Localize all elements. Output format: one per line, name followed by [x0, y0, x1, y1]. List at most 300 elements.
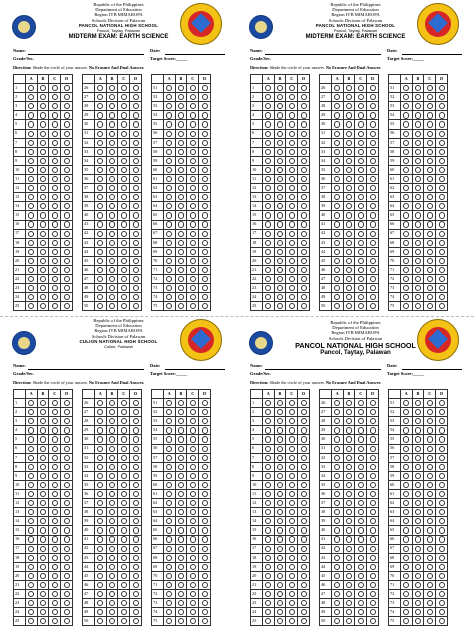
answer-bubble[interactable]	[97, 500, 103, 506]
answer-bubble[interactable]	[190, 267, 196, 273]
answer-bubble[interactable]	[97, 582, 103, 588]
answer-bubble[interactable]	[109, 436, 115, 442]
answer-bubble[interactable]	[277, 249, 283, 255]
answer-bubble[interactable]	[40, 546, 46, 552]
answer-bubble[interactable]	[439, 149, 445, 155]
answer-bubble[interactable]	[202, 121, 208, 127]
answer-bubble[interactable]	[121, 221, 127, 227]
answer-bubble[interactable]	[166, 112, 172, 118]
answer-bubble[interactable]	[265, 112, 271, 118]
answer-bubble[interactable]	[301, 176, 307, 182]
answer-bubble[interactable]	[121, 240, 127, 246]
answer-bubble[interactable]	[97, 546, 103, 552]
answer-bubble[interactable]	[166, 276, 172, 282]
answer-bubble[interactable]	[346, 140, 352, 146]
answer-bubble[interactable]	[178, 418, 184, 424]
answer-bubble[interactable]	[202, 249, 208, 255]
answer-bubble[interactable]	[346, 231, 352, 237]
answer-bubble[interactable]	[358, 527, 364, 533]
answer-bubble[interactable]	[64, 573, 70, 579]
answer-bubble[interactable]	[202, 555, 208, 561]
answer-bubble[interactable]	[40, 400, 46, 406]
answer-bubble[interactable]	[301, 473, 307, 479]
answer-bubble[interactable]	[346, 167, 352, 173]
answer-bubble[interactable]	[277, 149, 283, 155]
answer-bubble[interactable]	[178, 94, 184, 100]
answer-bubble[interactable]	[97, 158, 103, 164]
answer-bubble[interactable]	[121, 140, 127, 146]
answer-bubble[interactable]	[133, 436, 139, 442]
answer-bubble[interactable]	[289, 464, 295, 470]
answer-bubble[interactable]	[166, 121, 172, 127]
answer-bubble[interactable]	[64, 609, 70, 615]
answer-bubble[interactable]	[40, 131, 46, 137]
answer-bubble[interactable]	[64, 94, 70, 100]
answer-bubble[interactable]	[202, 103, 208, 109]
answer-bubble[interactable]	[178, 149, 184, 155]
answer-bubble[interactable]	[52, 500, 58, 506]
answer-bubble[interactable]	[190, 185, 196, 191]
answer-bubble[interactable]	[277, 400, 283, 406]
answer-bubble[interactable]	[334, 600, 340, 606]
answer-bubble[interactable]	[178, 518, 184, 524]
answer-bubble[interactable]	[346, 473, 352, 479]
answer-bubble[interactable]	[289, 491, 295, 497]
answer-bubble[interactable]	[109, 400, 115, 406]
answer-bubble[interactable]	[166, 221, 172, 227]
answer-bubble[interactable]	[370, 427, 376, 433]
answer-bubble[interactable]	[301, 518, 307, 524]
answer-bubble[interactable]	[202, 591, 208, 597]
answer-bubble[interactable]	[277, 600, 283, 606]
answer-bubble[interactable]	[28, 473, 34, 479]
answer-bubble[interactable]	[403, 555, 409, 561]
answer-bubble[interactable]	[190, 573, 196, 579]
answer-bubble[interactable]	[334, 303, 340, 309]
answer-bubble[interactable]	[190, 564, 196, 570]
answer-bubble[interactable]	[358, 267, 364, 273]
answer-bubble[interactable]	[40, 609, 46, 615]
answer-bubble[interactable]	[301, 600, 307, 606]
answer-bubble[interactable]	[109, 546, 115, 552]
answer-bubble[interactable]	[64, 176, 70, 182]
answer-bubble[interactable]	[334, 85, 340, 91]
name-line[interactable]	[28, 54, 144, 55]
answer-bubble[interactable]	[358, 509, 364, 515]
answer-bubble[interactable]	[178, 121, 184, 127]
answer-bubble[interactable]	[28, 518, 34, 524]
answer-bubble[interactable]	[40, 203, 46, 209]
answer-bubble[interactable]	[97, 600, 103, 606]
answer-bubble[interactable]	[427, 400, 433, 406]
answer-bubble[interactable]	[178, 400, 184, 406]
answer-bubble[interactable]	[301, 555, 307, 561]
answer-bubble[interactable]	[28, 582, 34, 588]
answer-bubble[interactable]	[97, 176, 103, 182]
answer-bubble[interactable]	[358, 112, 364, 118]
answer-bubble[interactable]	[403, 491, 409, 497]
answer-bubble[interactable]	[97, 473, 103, 479]
answer-bubble[interactable]	[97, 482, 103, 488]
answer-bubble[interactable]	[277, 409, 283, 415]
answer-bubble[interactable]	[439, 85, 445, 91]
answer-bubble[interactable]	[301, 436, 307, 442]
answer-bubble[interactable]	[178, 112, 184, 118]
answer-bubble[interactable]	[166, 409, 172, 415]
answer-bubble[interactable]	[121, 564, 127, 570]
answer-bubble[interactable]	[439, 231, 445, 237]
answer-bubble[interactable]	[346, 409, 352, 415]
answer-bubble[interactable]	[415, 85, 421, 91]
answer-bubble[interactable]	[265, 546, 271, 552]
answer-bubble[interactable]	[358, 427, 364, 433]
answer-bubble[interactable]	[277, 276, 283, 282]
answer-bubble[interactable]	[277, 500, 283, 506]
answer-bubble[interactable]	[133, 194, 139, 200]
answer-bubble[interactable]	[64, 249, 70, 255]
answer-bubble[interactable]	[190, 194, 196, 200]
answer-bubble[interactable]	[166, 427, 172, 433]
answer-bubble[interactable]	[370, 564, 376, 570]
answer-bubble[interactable]	[202, 167, 208, 173]
answer-bubble[interactable]	[427, 176, 433, 182]
answer-bubble[interactable]	[202, 464, 208, 470]
answer-bubble[interactable]	[40, 176, 46, 182]
answer-bubble[interactable]	[97, 85, 103, 91]
answer-bubble[interactable]	[403, 527, 409, 533]
answer-bubble[interactable]	[133, 231, 139, 237]
answer-bubble[interactable]	[97, 131, 103, 137]
answer-bubble[interactable]	[415, 249, 421, 255]
answer-bubble[interactable]	[415, 176, 421, 182]
answer-bubble[interactable]	[190, 609, 196, 615]
answer-bubble[interactable]	[334, 194, 340, 200]
answer-bubble[interactable]	[28, 149, 34, 155]
answer-bubble[interactable]	[40, 258, 46, 264]
answer-bubble[interactable]	[403, 267, 409, 273]
answer-bubble[interactable]	[190, 231, 196, 237]
answer-bubble[interactable]	[121, 294, 127, 300]
answer-bubble[interactable]	[277, 436, 283, 442]
answer-bubble[interactable]	[64, 112, 70, 118]
answer-bubble[interactable]	[133, 103, 139, 109]
answer-bubble[interactable]	[121, 276, 127, 282]
answer-bubble[interactable]	[28, 176, 34, 182]
answer-bubble[interactable]	[289, 131, 295, 137]
answer-bubble[interactable]	[277, 509, 283, 515]
answer-bubble[interactable]	[64, 527, 70, 533]
answer-bubble[interactable]	[178, 131, 184, 137]
answer-bubble[interactable]	[415, 221, 421, 227]
answer-bubble[interactable]	[109, 112, 115, 118]
answer-bubble[interactable]	[370, 482, 376, 488]
answer-bubble[interactable]	[121, 609, 127, 615]
answer-bubble[interactable]	[334, 158, 340, 164]
answer-bubble[interactable]	[109, 582, 115, 588]
answer-bubble[interactable]	[133, 455, 139, 461]
answer-bubble[interactable]	[358, 258, 364, 264]
answer-bubble[interactable]	[277, 564, 283, 570]
answer-bubble[interactable]	[121, 158, 127, 164]
answer-bubble[interactable]	[415, 231, 421, 237]
answer-bubble[interactable]	[370, 231, 376, 237]
answer-bubble[interactable]	[265, 536, 271, 542]
answer-bubble[interactable]	[439, 103, 445, 109]
answer-bubble[interactable]	[52, 176, 58, 182]
answer-bubble[interactable]	[403, 276, 409, 282]
answer-bubble[interactable]	[97, 400, 103, 406]
answer-bubble[interactable]	[178, 582, 184, 588]
answer-bubble[interactable]	[202, 240, 208, 246]
answer-bubble[interactable]	[403, 131, 409, 137]
answer-bubble[interactable]	[178, 294, 184, 300]
answer-bubble[interactable]	[370, 121, 376, 127]
answer-bubble[interactable]	[415, 546, 421, 552]
answer-bubble[interactable]	[166, 446, 172, 452]
answer-bubble[interactable]	[52, 185, 58, 191]
answer-bubble[interactable]	[133, 267, 139, 273]
answer-bubble[interactable]	[64, 618, 70, 624]
answer-bubble[interactable]	[346, 276, 352, 282]
answer-bubble[interactable]	[64, 446, 70, 452]
answer-bubble[interactable]	[52, 582, 58, 588]
answer-bubble[interactable]	[415, 464, 421, 470]
answer-bubble[interactable]	[439, 240, 445, 246]
answer-bubble[interactable]	[190, 103, 196, 109]
answer-bubble[interactable]	[427, 473, 433, 479]
answer-bubble[interactable]	[370, 103, 376, 109]
answer-bubble[interactable]	[28, 400, 34, 406]
answer-bubble[interactable]	[301, 85, 307, 91]
answer-bubble[interactable]	[40, 427, 46, 433]
answer-bubble[interactable]	[346, 85, 352, 91]
answer-bubble[interactable]	[40, 418, 46, 424]
answer-bubble[interactable]	[427, 600, 433, 606]
answer-bubble[interactable]	[109, 446, 115, 452]
answer-bubble[interactable]	[289, 418, 295, 424]
answer-bubble[interactable]	[166, 464, 172, 470]
answer-bubble[interactable]	[301, 591, 307, 597]
answer-bubble[interactable]	[109, 221, 115, 227]
answer-bubble[interactable]	[121, 618, 127, 624]
answer-bubble[interactable]	[439, 600, 445, 606]
answer-bubble[interactable]	[133, 167, 139, 173]
answer-bubble[interactable]	[301, 582, 307, 588]
answer-bubble[interactable]	[370, 473, 376, 479]
answer-bubble[interactable]	[190, 591, 196, 597]
answer-bubble[interactable]	[178, 276, 184, 282]
answer-bubble[interactable]	[265, 167, 271, 173]
answer-bubble[interactable]	[289, 249, 295, 255]
answer-bubble[interactable]	[301, 527, 307, 533]
answer-bubble[interactable]	[121, 600, 127, 606]
answer-bubble[interactable]	[28, 240, 34, 246]
answer-bubble[interactable]	[64, 294, 70, 300]
answer-bubble[interactable]	[28, 418, 34, 424]
answer-bubble[interactable]	[178, 591, 184, 597]
answer-bubble[interactable]	[265, 231, 271, 237]
answer-bubble[interactable]	[64, 509, 70, 515]
answer-bubble[interactable]	[358, 131, 364, 137]
answer-bubble[interactable]	[28, 536, 34, 542]
answer-bubble[interactable]	[370, 546, 376, 552]
answer-bubble[interactable]	[346, 509, 352, 515]
answer-bubble[interactable]	[121, 446, 127, 452]
answer-bubble[interactable]	[97, 509, 103, 515]
answer-bubble[interactable]	[301, 194, 307, 200]
answer-bubble[interactable]	[415, 482, 421, 488]
answer-bubble[interactable]	[97, 446, 103, 452]
answer-bubble[interactable]	[40, 285, 46, 291]
answer-bubble[interactable]	[427, 455, 433, 461]
answer-bubble[interactable]	[370, 94, 376, 100]
answer-bubble[interactable]	[346, 518, 352, 524]
answer-bubble[interactable]	[403, 194, 409, 200]
answer-bubble[interactable]	[358, 240, 364, 246]
answer-bubble[interactable]	[277, 221, 283, 227]
answer-bubble[interactable]	[64, 103, 70, 109]
answer-bubble[interactable]	[178, 564, 184, 570]
answer-bubble[interactable]	[277, 203, 283, 209]
answer-bubble[interactable]	[178, 573, 184, 579]
answer-bubble[interactable]	[28, 500, 34, 506]
answer-bubble[interactable]	[265, 455, 271, 461]
answer-bubble[interactable]	[64, 436, 70, 442]
answer-bubble[interactable]	[265, 618, 271, 624]
answer-bubble[interactable]	[301, 573, 307, 579]
answer-bubble[interactable]	[40, 618, 46, 624]
answer-bubble[interactable]	[289, 436, 295, 442]
answer-bubble[interactable]	[166, 564, 172, 570]
answer-bubble[interactable]	[415, 564, 421, 570]
answer-bubble[interactable]	[178, 267, 184, 273]
answer-bubble[interactable]	[346, 464, 352, 470]
answer-bubble[interactable]	[439, 555, 445, 561]
answer-bubble[interactable]	[427, 491, 433, 497]
answer-bubble[interactable]	[289, 555, 295, 561]
answer-bubble[interactable]	[109, 249, 115, 255]
answer-bubble[interactable]	[97, 167, 103, 173]
answer-bubble[interactable]	[109, 509, 115, 515]
answer-bubble[interactable]	[415, 276, 421, 282]
answer-bubble[interactable]	[52, 491, 58, 497]
answer-bubble[interactable]	[334, 591, 340, 597]
answer-bubble[interactable]	[301, 121, 307, 127]
answer-bubble[interactable]	[427, 464, 433, 470]
answer-bubble[interactable]	[166, 203, 172, 209]
answer-bubble[interactable]	[109, 609, 115, 615]
answer-bubble[interactable]	[190, 555, 196, 561]
answer-bubble[interactable]	[277, 94, 283, 100]
answer-bubble[interactable]	[121, 536, 127, 542]
answer-bubble[interactable]	[301, 212, 307, 218]
answer-bubble[interactable]	[121, 176, 127, 182]
answer-bubble[interactable]	[178, 221, 184, 227]
answer-bubble[interactable]	[334, 527, 340, 533]
answer-bubble[interactable]	[334, 140, 340, 146]
answer-bubble[interactable]	[358, 618, 364, 624]
answer-bubble[interactable]	[415, 609, 421, 615]
answer-bubble[interactable]	[97, 303, 103, 309]
answer-bubble[interactable]	[133, 203, 139, 209]
answer-bubble[interactable]	[40, 527, 46, 533]
answer-bubble[interactable]	[370, 258, 376, 264]
answer-bubble[interactable]	[190, 158, 196, 164]
answer-bubble[interactable]	[439, 303, 445, 309]
answer-bubble[interactable]	[166, 482, 172, 488]
answer-bubble[interactable]	[301, 500, 307, 506]
answer-bubble[interactable]	[427, 103, 433, 109]
answer-bubble[interactable]	[439, 564, 445, 570]
answer-bubble[interactable]	[28, 546, 34, 552]
answer-bubble[interactable]	[439, 427, 445, 433]
answer-bubble[interactable]	[358, 167, 364, 173]
answer-bubble[interactable]	[277, 555, 283, 561]
answer-bubble[interactable]	[52, 303, 58, 309]
answer-bubble[interactable]	[277, 158, 283, 164]
answer-bubble[interactable]	[109, 212, 115, 218]
answer-bubble[interactable]	[403, 140, 409, 146]
answer-bubble[interactable]	[64, 455, 70, 461]
answer-bubble[interactable]	[97, 267, 103, 273]
answer-bubble[interactable]	[121, 491, 127, 497]
answer-bubble[interactable]	[133, 482, 139, 488]
answer-bubble[interactable]	[166, 103, 172, 109]
answer-bubble[interactable]	[370, 446, 376, 452]
date-line[interactable]	[402, 369, 462, 370]
answer-bubble[interactable]	[346, 240, 352, 246]
answer-bubble[interactable]	[439, 446, 445, 452]
answer-bubble[interactable]	[28, 121, 34, 127]
answer-bubble[interactable]	[202, 285, 208, 291]
answer-bubble[interactable]	[334, 455, 340, 461]
answer-bubble[interactable]	[439, 285, 445, 291]
answer-bubble[interactable]	[358, 103, 364, 109]
answer-bubble[interactable]	[178, 158, 184, 164]
answer-bubble[interactable]	[190, 221, 196, 227]
answer-bubble[interactable]	[289, 618, 295, 624]
answer-bubble[interactable]	[289, 103, 295, 109]
answer-bubble[interactable]	[52, 600, 58, 606]
answer-bubble[interactable]	[166, 212, 172, 218]
answer-bubble[interactable]	[40, 518, 46, 524]
answer-bubble[interactable]	[178, 167, 184, 173]
answer-bubble[interactable]	[133, 221, 139, 227]
answer-bubble[interactable]	[28, 185, 34, 191]
answer-bubble[interactable]	[346, 131, 352, 137]
answer-bubble[interactable]	[403, 249, 409, 255]
answer-bubble[interactable]	[301, 249, 307, 255]
answer-bubble[interactable]	[178, 555, 184, 561]
answer-bubble[interactable]	[265, 464, 271, 470]
answer-bubble[interactable]	[121, 418, 127, 424]
answer-bubble[interactable]	[40, 103, 46, 109]
answer-bubble[interactable]	[97, 285, 103, 291]
answer-bubble[interactable]	[166, 249, 172, 255]
answer-bubble[interactable]	[415, 600, 421, 606]
answer-bubble[interactable]	[64, 518, 70, 524]
answer-bubble[interactable]	[403, 121, 409, 127]
answer-bubble[interactable]	[346, 176, 352, 182]
answer-bubble[interactable]	[346, 294, 352, 300]
answer-bubble[interactable]	[64, 140, 70, 146]
answer-bubble[interactable]	[97, 555, 103, 561]
answer-bubble[interactable]	[415, 203, 421, 209]
answer-bubble[interactable]	[64, 427, 70, 433]
answer-bubble[interactable]	[97, 103, 103, 109]
answer-bubble[interactable]	[28, 258, 34, 264]
answer-bubble[interactable]	[427, 240, 433, 246]
